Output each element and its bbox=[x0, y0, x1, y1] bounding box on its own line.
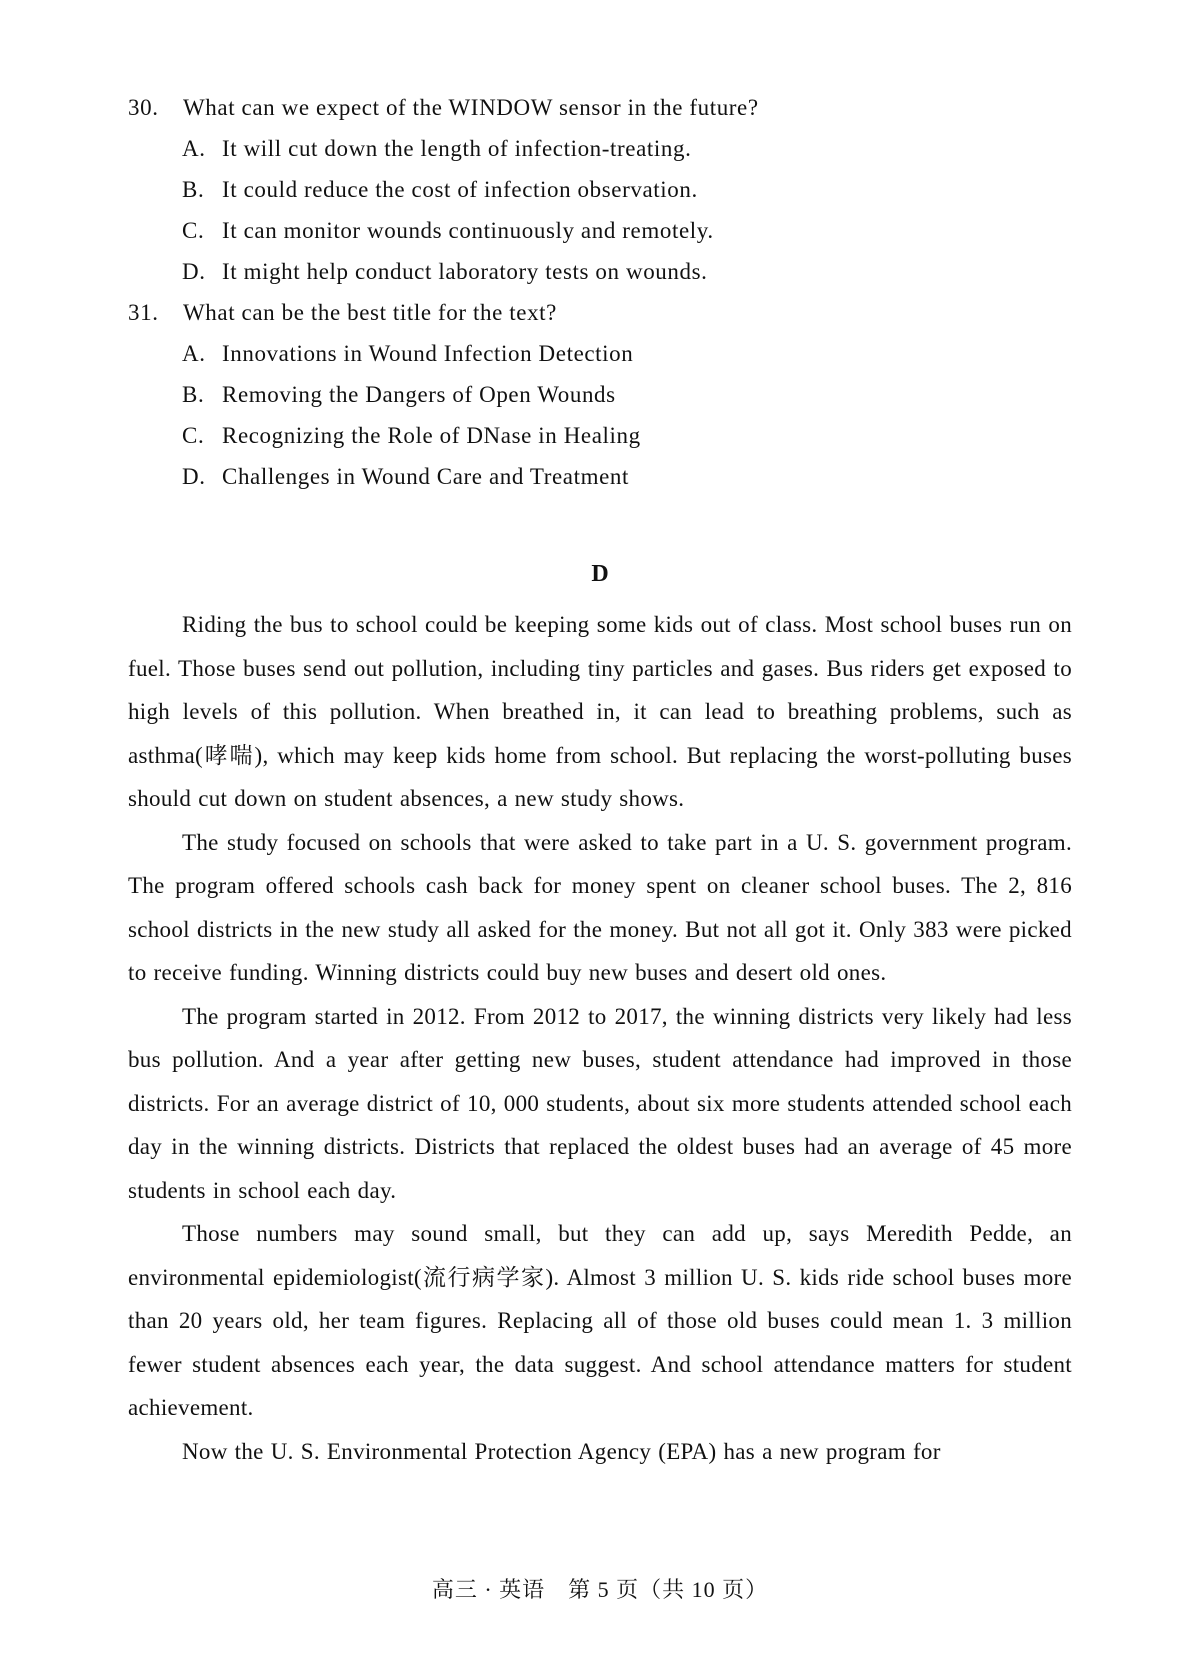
question-30-option-b bbox=[182, 176, 698, 204]
question-30-option-a bbox=[182, 135, 691, 163]
option-letter: C. bbox=[182, 218, 205, 243]
question-text: What can be the best title for the text? bbox=[183, 300, 557, 325]
option-letter: A. bbox=[182, 136, 206, 161]
reading-passage bbox=[128, 603, 1072, 1473]
option-letter: A. bbox=[182, 341, 206, 366]
passage-paragraph: Those numbers may sound small, but they can add up, says Meredith Pedde, an environmental epidemiologist(流行病学家). Almost 3 million U. S. kids ride school buses more than 20 years old, her team figures. Replacing all of those old buses could mean 1. 3 million fewer student absences each year, the data suggest. And school attendance matters for student achievement. bbox=[128, 1221, 1072, 1420]
option-letter: B. bbox=[182, 177, 205, 202]
option-text: It will cut down the length of infection-treating. bbox=[222, 136, 692, 161]
page-footer: 高三 · 英语 第 5 页（共 10 页） bbox=[431, 1577, 769, 1602]
question-31-stem bbox=[128, 299, 557, 327]
question-31-option-c bbox=[182, 422, 641, 450]
question-30-option-d bbox=[182, 258, 708, 286]
question-31-option-a bbox=[182, 340, 633, 368]
section-title: D bbox=[591, 561, 609, 587]
question-31-option-d bbox=[182, 463, 629, 491]
passage-paragraph: The study focused on schools that were asked to take part in a U. S. government program. The program offered schools cash back for money spent on cleaner school buses. The 2, 816 school districts in the new study all asked for the money. But not all got it. Only 383 were picked to receive funding. Winning districts could buy new buses and desert old ones. bbox=[128, 829, 1072, 985]
question-text: What can we expect of the WINDOW sensor in the future? bbox=[183, 95, 759, 120]
question-30-option-c bbox=[182, 217, 714, 245]
option-letter: D. bbox=[182, 259, 206, 284]
option-text: Recognizing the Role of DNase in Healing bbox=[222, 423, 641, 448]
question-number: 31. bbox=[128, 300, 159, 325]
option-text: It might help conduct laboratory tests on wounds. bbox=[222, 259, 708, 284]
option-text: Removing the Dangers of Open Wounds bbox=[222, 382, 616, 407]
option-text: Innovations in Wound Infection Detection bbox=[222, 341, 634, 366]
passage-paragraph: The program started in 2012. From 2012 to 2017, the winning districts very likely had less bus pollution. And a year after getting new buses, student attendance had improved in those districts. For an average district of 10, 000 students, about six more students attended school each day in the winning districts. Districts that replaced the oldest buses had an average of 45 more students in school each day. bbox=[128, 1003, 1072, 1203]
option-letter: C. bbox=[182, 423, 205, 448]
option-text: Challenges in Wound Care and Treatment bbox=[222, 464, 629, 489]
question-number: 30. bbox=[128, 95, 159, 120]
option-letter: D. bbox=[182, 464, 206, 489]
passage-paragraph: Riding the bus to school could be keeping some kids out of class. Most school buses run on fuel. Those buses send out pollution, including tiny particles and gases. Bus riders get exposed to high levels of this pollution. When breathed in, it can lead to breathing problems, such as asthma(哮喘), which may keep kids home from school. But replacing the worst-polluting buses should cut down on student absences, a new study shows. bbox=[128, 612, 1072, 811]
option-text: It could reduce the cost of infection observation. bbox=[222, 177, 698, 202]
question-30-stem bbox=[128, 94, 759, 122]
option-letter: B. bbox=[182, 382, 205, 407]
option-text: It can monitor wounds continuously and remotely. bbox=[222, 218, 714, 243]
passage-paragraph: Now the U. S. Environmental Protection Agency (EPA) has a new program for bbox=[182, 1438, 941, 1464]
question-31-option-b bbox=[182, 381, 616, 409]
